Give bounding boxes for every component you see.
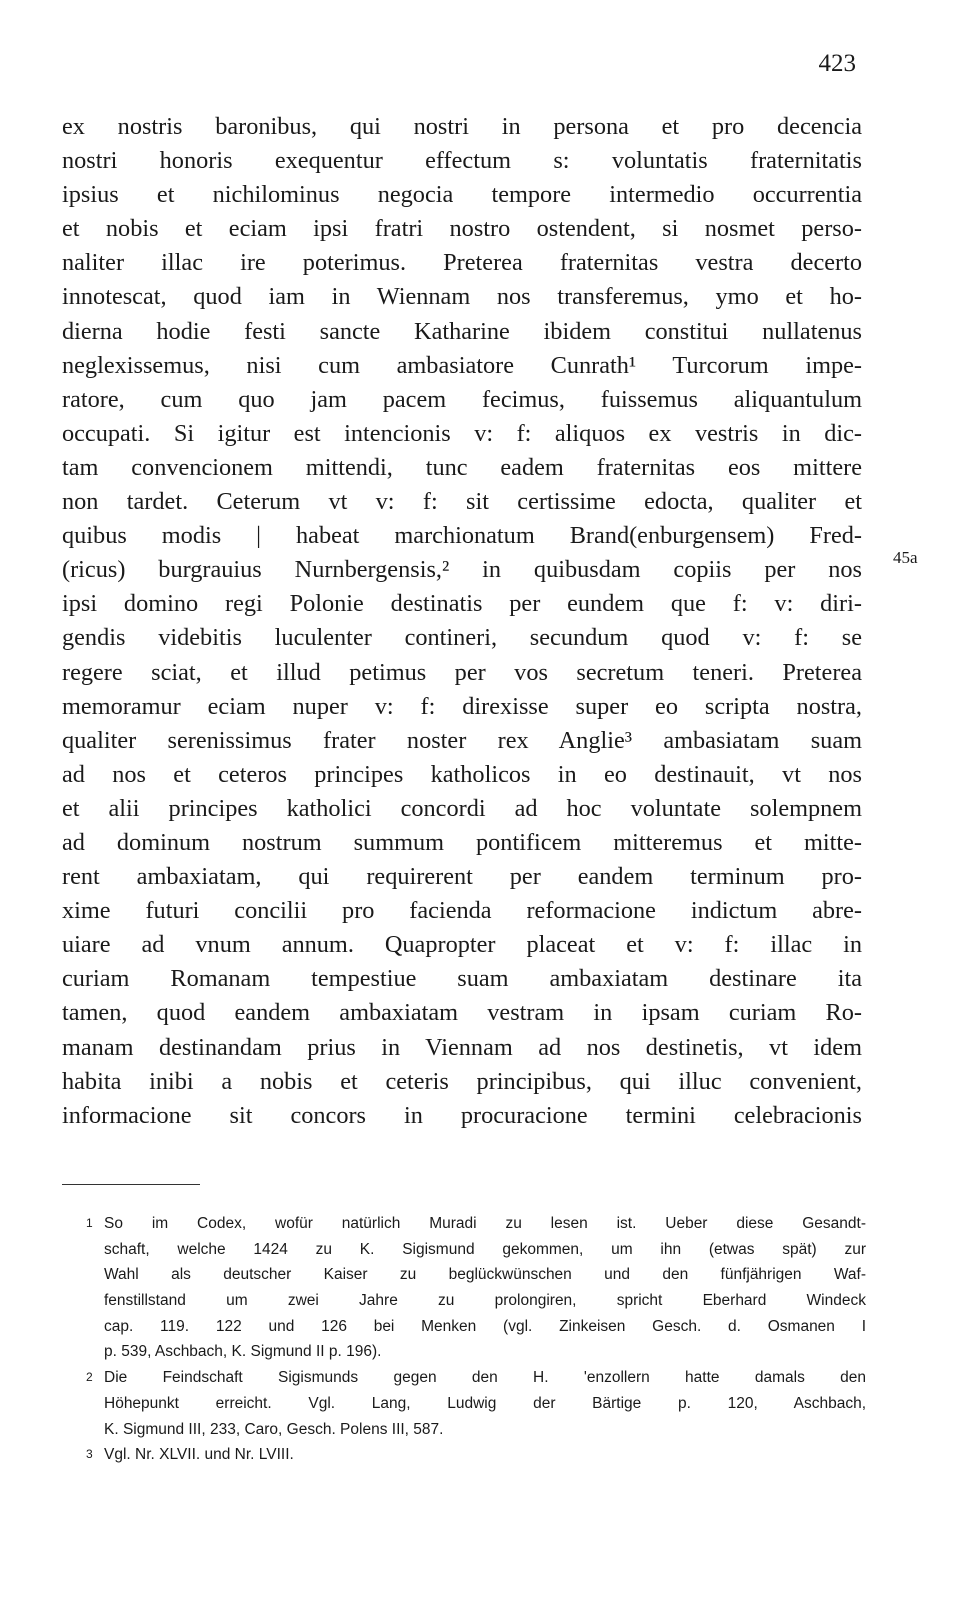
footnote-text: cap. 119. 122 und 126 bei Menken (vgl. Zinkeisen Gesch. d. Osmanen I <box>104 1317 866 1335</box>
footnotes <box>86 1211 866 1468</box>
text-line: (ricus) burgrauius Nurnbergensis,² in quibusdam copiis per nos <box>62 556 862 584</box>
text-line: uiare ad vnum annum. Quapropter placeat et v: f: illac in <box>62 931 862 959</box>
footnote-rule <box>62 1184 200 1185</box>
text-line: rent ambaxiatam, qui requirerent per eandem terminum pro- <box>62 863 862 891</box>
footnote-text: fenstillstand um zwei Jahre zu prolongiren, spricht Eberhard Windeck <box>104 1292 866 1310</box>
footnote-line <box>86 1365 866 1391</box>
text-line: qualiter serenissimus frater noster rex Anglie³ ambasiatam suam <box>62 726 862 754</box>
footnote-line <box>86 1391 866 1417</box>
text-line: naliter illac ire poterimus. Preterea fraternitas vestra decerto <box>62 249 862 277</box>
footnote-text: So im Codex, wofür natürlich Muradi zu lesen ist. Ueber diese Gesandt- <box>104 1215 866 1232</box>
text-line: occupati. Si igitur est intencionis v: f: aliquos ex vestris in dic- <box>62 419 862 447</box>
footnote-number: 1 <box>86 1216 93 1230</box>
text-line: nostri honoris exequentur effectum s: voluntatis fraternitatis <box>62 147 862 175</box>
footnote-text: Die Feindschaft Sigismunds gegen den H. 'enzollern hatte damals den <box>104 1369 866 1387</box>
text-line: et nobis et eciam ipsi fratri nostro ostendent, si nosmet perso- <box>62 215 862 243</box>
text-line: ad nos et ceteros principes katholicos in eo destinauit, vt nos <box>62 760 862 788</box>
text-line: ipsi domino regi Polonie destinatis per eundem que f: v: diri- <box>62 590 862 618</box>
footnote-line <box>86 1339 866 1365</box>
text-line: neglexissemus, nisi cum ambasiatore Cunrath¹ Turcorum impe- <box>62 351 862 379</box>
footnote-line <box>86 1237 866 1263</box>
text-line: curiam Romanam tempestiue suam ambaxiatam destinare ita <box>62 965 862 993</box>
text-line: ratore, cum quo jam pacem fecimus, fuissemus aliquantulum <box>62 385 862 413</box>
text-line: memoramur eciam nuper v: f: direxisse super eo scripta nostra, <box>62 692 862 720</box>
text-line: dierna hodie festi sancte Katharine ibidem constitui nullatenus <box>62 317 862 345</box>
text-line: gendis videbitis luculenter contineri, secundum quod v: f: se <box>62 624 862 652</box>
footnote-line <box>86 1262 866 1288</box>
footnote-line <box>86 1417 866 1443</box>
footnote-line <box>86 1442 866 1468</box>
footnote-text: p. 539, Aschbach, K. Sigmund II p. 196). <box>104 1343 382 1361</box>
footnote-number: 2 <box>86 1370 93 1385</box>
footnote-line <box>86 1288 866 1314</box>
main-text <box>62 110 862 1133</box>
text-line: manam destinandam prius in Viennam ad nos destinetis, vt idem <box>62 1033 862 1061</box>
text-line: habita inibi a nobis et ceteris principibus, qui illuc convenient, <box>62 1067 862 1095</box>
text-line: ipsius et nichilominus negocia tempore intermedio occurrentia <box>62 181 862 209</box>
footnote-text: Vgl. Nr. XLVII. und Nr. LVIII. <box>104 1446 294 1464</box>
footnote-line <box>86 1314 866 1340</box>
text-line: ad dominum nostrum summum pontificem mitteremus et mitte- <box>62 828 862 856</box>
margin-note: 45a <box>893 548 918 567</box>
footnote-text: K. Sigmund III, 233, Caro, Gesch. Polens III, 587. <box>104 1420 444 1438</box>
text-line: ex nostris baronibus, qui nostri in persona et pro decencia <box>62 113 862 140</box>
text-line: informacione sit concors in procuracione termini celebracionis <box>62 1101 862 1129</box>
footnote-text: schaft, welche 1424 zu K. Sigismund gekommen, um ihn (etwas spät) zur <box>104 1240 866 1258</box>
footnote-number: 3 <box>86 1447 93 1462</box>
text-line: tam convencionem mittendi, tunc eadem fraternitas eos mittere <box>62 453 862 481</box>
footnote-text: Höhepunkt erreicht. Vgl. Lang, Ludwig der Bärtige p. 120, Aschbach, <box>104 1394 866 1412</box>
text-line: non tardet. Ceterum vt v: f: sit certissime edocta, qualiter et <box>62 488 862 516</box>
text-line: quibus modis | habeat marchionatum Brand(enburgensem) Fred- <box>62 522 862 550</box>
text-line: tamen, quod eandem ambaxiatam vestram in ipsam curiam Ro- <box>62 999 862 1027</box>
text-line: innotescat, quod iam in Wiennam nos transferemus, ymo et ho- <box>62 283 862 311</box>
text-line: xime futuri concilii pro facienda reformacione indictum abre- <box>62 897 862 925</box>
footnote-text: Wahl als deutscher Kaiser zu beglückwünschen und den fünfjährigen Waf- <box>104 1266 866 1284</box>
text-line: regere sciat, et illud petimus per vos secretum teneri. Preterea <box>62 658 862 686</box>
footnote-line <box>86 1211 866 1237</box>
page-number: 423 <box>818 50 856 77</box>
text-line: et alii principes katholici concordi ad hoc voluntate solempnem <box>62 794 862 822</box>
